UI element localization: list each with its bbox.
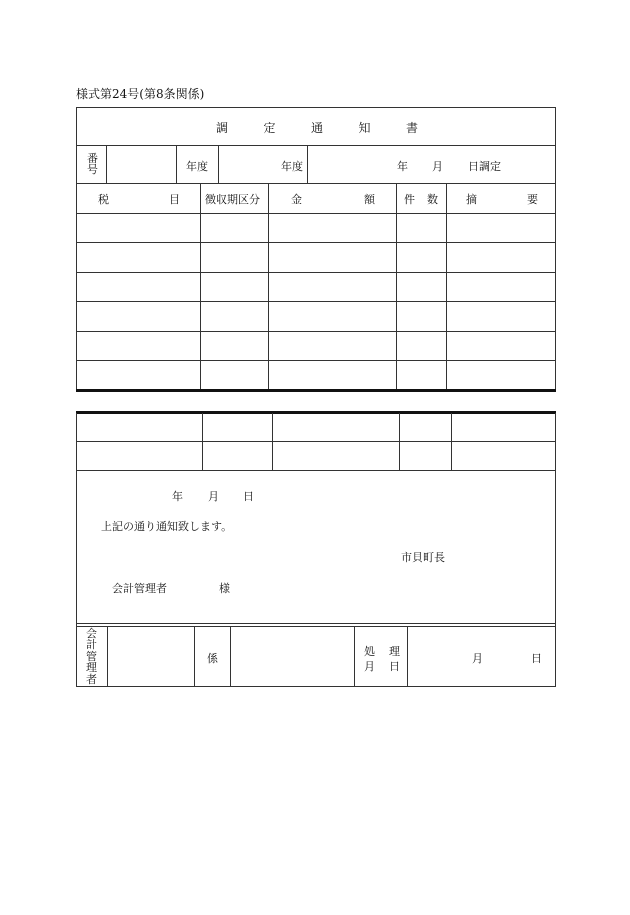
table-row: [76, 470, 556, 471]
divider: [218, 145, 219, 183]
table-row: [76, 213, 556, 214]
form-title: [216, 119, 418, 136]
title-char: 調: [216, 121, 229, 135]
processing-label-line1: 処 理: [364, 645, 400, 658]
title-char: 通: [310, 121, 323, 135]
recipient-label: 会計管理者: [112, 582, 167, 595]
tear-line: [76, 389, 556, 392]
number-label: 番 号: [87, 152, 98, 176]
column-header-summary: 摘 要: [466, 193, 538, 206]
column-header-collection-period: 徴収期区分: [205, 193, 260, 206]
fiscal-year-label: 年度: [281, 160, 303, 173]
divider: [76, 623, 556, 624]
column-divider: [230, 626, 231, 686]
table-row: [76, 272, 556, 273]
table-row: [76, 331, 556, 332]
divider: [76, 145, 556, 146]
column-header-count: 件 数: [404, 193, 438, 206]
divider: [76, 183, 556, 184]
notice-date-year: 年: [172, 490, 183, 503]
title-char: 書: [405, 121, 418, 135]
recipient-honorific: 様: [219, 582, 230, 595]
column-header-amount: 金 額: [291, 193, 375, 206]
date-day-adjust-label: 日調定: [468, 160, 501, 173]
column-divider: [354, 626, 355, 686]
column-divider: [194, 626, 195, 686]
notice-message: 上記の通り通知致します。: [101, 520, 233, 533]
upper-table-border: [76, 107, 556, 392]
notice-date-month: 月: [208, 490, 219, 503]
divider: [106, 145, 107, 183]
table-row: [76, 242, 556, 243]
form-label: 様式第24号(第8条関係): [76, 87, 205, 101]
issuer-title: 市貝町長: [401, 551, 445, 564]
processing-label-line2: 月 日: [364, 660, 400, 673]
title-char: 定: [263, 121, 276, 135]
notice-date-day: 日: [243, 490, 254, 503]
table-row: [76, 360, 556, 361]
table-row: [76, 301, 556, 302]
accountant-label: 会 計 管 理 者: [86, 627, 97, 686]
divider: [76, 626, 556, 627]
fiscal-year-label: 年度: [186, 160, 208, 173]
processing-day-label: 日: [531, 652, 542, 665]
column-divider: [407, 626, 408, 686]
clerk-label: 係: [207, 652, 218, 665]
processing-month-label: 月: [472, 652, 483, 665]
date-month-label: 月: [432, 160, 443, 173]
lower-table-border: [76, 413, 556, 687]
title-char: 知: [358, 121, 371, 135]
column-divider: [107, 626, 108, 686]
divider: [307, 145, 308, 183]
table-row: [76, 441, 556, 442]
column-header-tax-item: 税 目: [98, 193, 180, 206]
divider: [176, 145, 177, 183]
date-year-label: 年: [397, 160, 408, 173]
